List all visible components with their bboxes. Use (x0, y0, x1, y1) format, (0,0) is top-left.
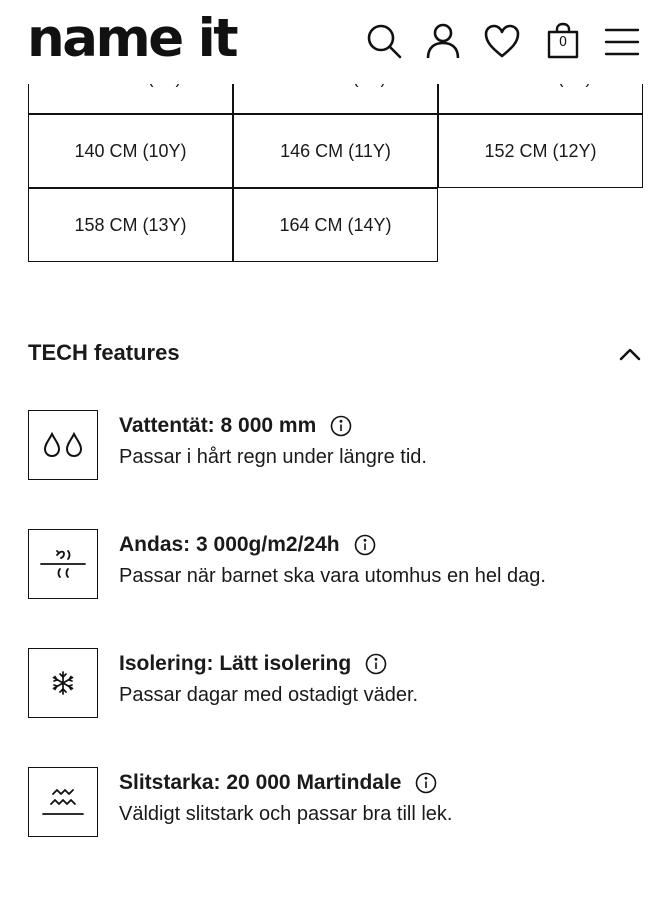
size-option[interactable]: 146 CM (11Y) (233, 114, 438, 188)
feature-description: Väldigt slitstark och passar bra till lek. (119, 803, 453, 825)
feature-insulation (28, 648, 644, 720)
size-option[interactable]: 164 CM (14Y) (233, 188, 438, 262)
water-drops-icon (28, 410, 98, 480)
abrasion-resistance-icon (28, 767, 98, 837)
feature-title: Isolering: Lätt isolering (119, 652, 352, 675)
tech-features-toggle[interactable] (28, 334, 644, 374)
site-header (0, 0, 671, 84)
wishlist-heart-icon[interactable] (482, 21, 522, 61)
feature-title: Vattentät: 8 000 mm (119, 414, 317, 437)
info-icon[interactable] (415, 772, 437, 794)
chevron-up-icon[interactable] (616, 340, 644, 368)
size-option[interactable]: 140 CM (10Y) (28, 114, 233, 188)
feature-description: Passar när barnet ska vara utomhus en hel dag. (119, 565, 546, 587)
feature-title: Slitstarka: 20 000 Martindale (119, 771, 402, 794)
cart-count: 0 (558, 35, 568, 50)
menu-hamburger-icon[interactable] (602, 21, 642, 61)
search-icon[interactable] (364, 21, 404, 61)
account-icon[interactable] (423, 21, 463, 61)
size-option[interactable]: 158 CM (13Y) (28, 188, 233, 262)
feature-waterproof (28, 410, 644, 482)
info-icon[interactable] (354, 534, 376, 556)
feature-breathable (28, 529, 644, 601)
feature-title: Andas: 3 000g/m2/24h (119, 533, 340, 556)
shopping-bag-icon[interactable] (543, 21, 583, 61)
feature-durability (28, 767, 644, 839)
feature-description: Passar dagar med ostadigt väder. (119, 684, 419, 706)
breathable-icon (28, 529, 98, 599)
size-option[interactable]: 152 CM (12Y) (438, 114, 643, 188)
brand-logo[interactable]: name it (27, 8, 237, 69)
info-icon[interactable] (330, 415, 352, 437)
feature-description: Passar i hårt regn under längre tid. (119, 446, 427, 468)
section-title: TECH features (28, 340, 180, 365)
snowflake-icon (28, 648, 98, 718)
info-icon[interactable] (365, 653, 387, 675)
